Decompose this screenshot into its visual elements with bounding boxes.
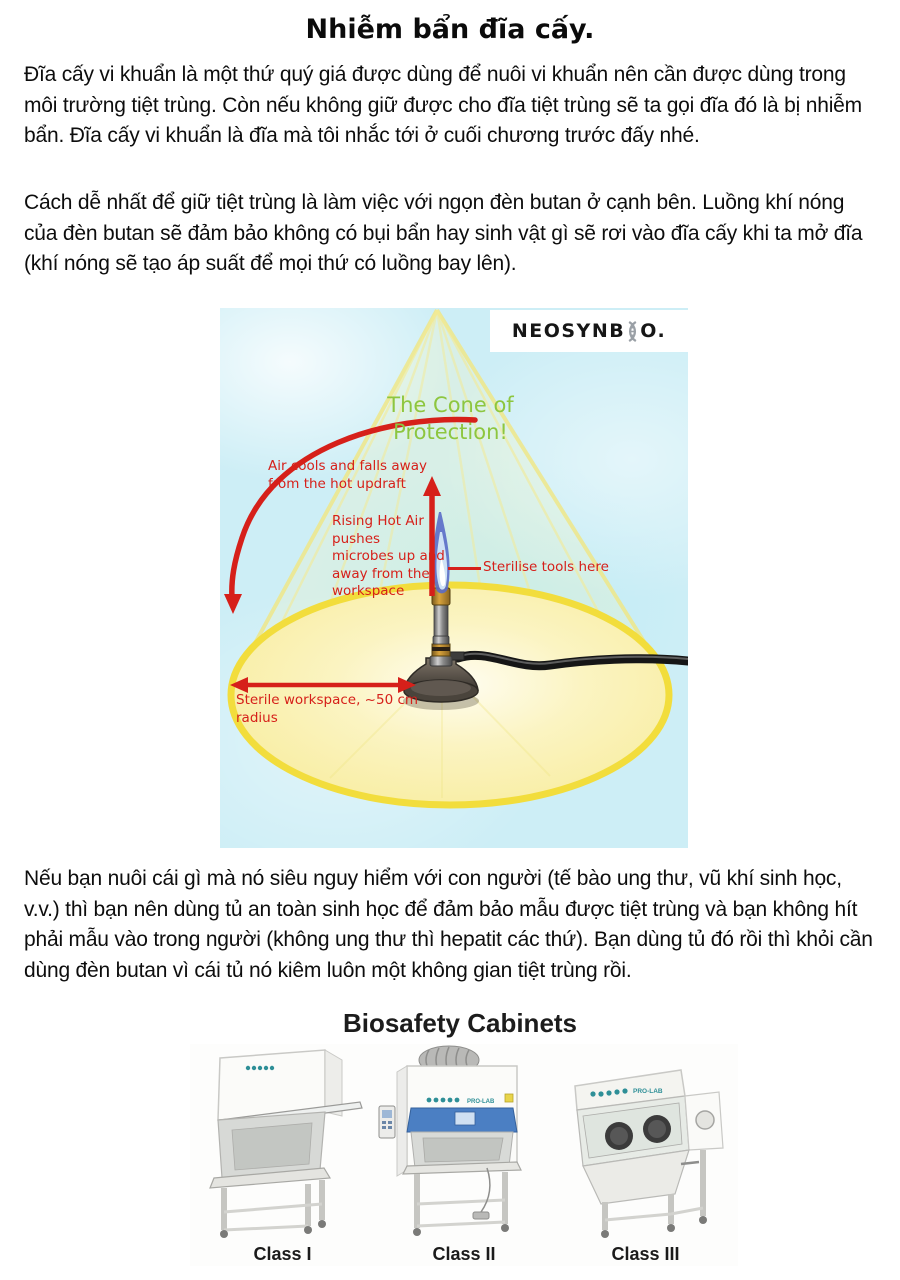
class-ii-brand-text: PRO-LAB	[466, 1099, 494, 1105]
cone-title-line1: The Cone of	[387, 393, 514, 417]
cabinet-label-class-ii: Class II	[432, 1244, 496, 1264]
cone-title	[348, 392, 553, 446]
logo-text-suffix: O.	[640, 320, 667, 342]
class-ii-cabinet-image	[377, 1044, 552, 1242]
cone-title-line2: Protection!	[393, 420, 508, 444]
paragraph-bunsen: Cách dễ nhất để giữ tiệt trùng là làm việc với ngọn đèn butan ở cạnh bên. Luồng khí nóng của đèn butan sẽ đảm bảo không có bụi bẩn hay sinh vật gì sẽ rơi vào đĩa cấy khi ta mở đĩa (khí nóng sẽ tạo áp suất để mọi thứ có luồng bay lên).	[24, 191, 863, 275]
cabinet-class-iii	[553, 1044, 738, 1266]
sterilise-leader-line	[448, 567, 481, 570]
neosynbio-logo	[490, 310, 688, 352]
label-sterile-workspace: Sterile workspace, ~50 cm radius	[236, 692, 419, 726]
logo-text-prefix: NEOSYNB	[511, 320, 626, 342]
page-title: Nhiễm bẩn đĩa cấy.	[305, 14, 595, 45]
class-iii-cabinet-image	[553, 1044, 738, 1242]
diagram-artwork	[220, 308, 688, 848]
cabinet-class-ii	[377, 1044, 552, 1266]
neosynbio-logo-text	[512, 320, 666, 342]
paragraph-intro: Đĩa cấy vi khuẩn là một thứ quý giá được dùng để nuôi vi khuẩn nên cần được dùng trong môi trường tiệt trùng. Còn nếu không giữ được cho đĩa tiệt trùng sẽ ta gọi đĩa đó là bị nhiễm bẩn. Đĩa cấy vi khuẩn là đĩa mà tôi nhắc tới ở cuối chương trước đấy nhé.	[24, 63, 862, 147]
cabinet-label-class-i: Class I	[253, 1244, 312, 1264]
biosafety-cabinets-image	[190, 1044, 738, 1266]
label-rising-hot-air: Rising Hot Air pushes microbes up and away from the workspace	[332, 513, 445, 599]
cabinet-class-i	[190, 1044, 375, 1266]
label-air-cools: Air cools and falls away from the hot updraft	[268, 458, 427, 492]
class-i-cabinet-image	[190, 1044, 375, 1242]
biosafety-cabinets-heading: Biosafety Cabinets	[342, 1008, 578, 1038]
cabinet-label-class-iii: Class III	[611, 1244, 680, 1264]
class-iii-brand-text: PRO-LAB	[633, 1088, 663, 1095]
label-sterilise-tools: Sterilise tools here	[483, 559, 609, 575]
dna-icon	[626, 321, 639, 342]
cone-of-protection-illustration	[220, 308, 688, 848]
paragraph-biosafety: Nếu bạn nuôi cái gì mà nó siêu nguy hiểm với con người (tế bào ung thư, vũ khí sinh học, v.v.) thì bạn nên dùng tủ an toàn sinh học để đảm bảo mẫu được tiệt trùng và bạn không hít phải mẫu vào trong người (không ung thư thì hepatit các thứ). Bạn dùng tủ đó rồi thì khỏi cần dùng đèn butan vì cái tủ nó kiêm luôn một không gian tiệt trùng rồi.	[24, 867, 873, 982]
